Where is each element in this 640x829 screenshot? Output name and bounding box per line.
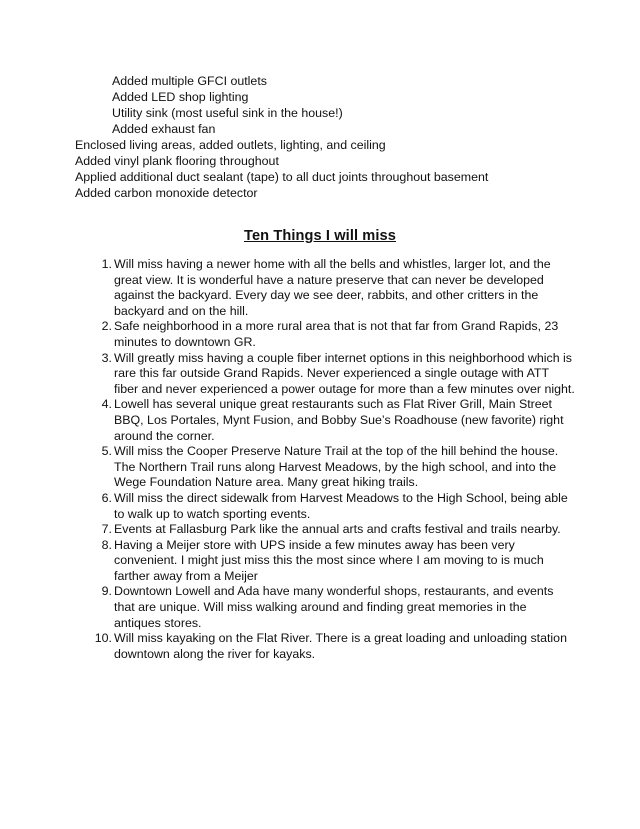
list-item [90,584,576,631]
item-number: 9. [101,584,112,599]
improvement-item: Applied additional duct sealant (tape) to all duct joints throughout basement [75,170,489,184]
ten-things-list [90,257,576,662]
item-text: Having a Meijer store with UPS inside a few minutes away has been very convenient. I might just miss this the most since where I am moving to is much farther away from a Meijer [114,537,544,583]
item-text: Will miss kayaking on the Flat River. There is a great loading and unloading station downtown along the river for kayaks. [114,631,567,661]
list-item [90,351,576,398]
item-number: 4. [101,397,112,412]
list-item [90,319,576,350]
item-number: 7. [101,522,112,537]
improvement-item: Added vinyl plank flooring throughout [75,154,279,168]
list-item [90,538,576,585]
item-text: Will miss having a newer home with all the bells and whistles, larger lot, and the great view. It is wonderful have a nature preserve that can never be developed against the backyard. Every day we see deer, rabbits, and other critters in the backyard and on the hill. [114,257,551,318]
item-text: Will miss the direct sidewalk from Harvest Meadows to the High School, being able to walk up to watch sporting events. [114,490,568,521]
item-text: Will greatly miss having a couple fiber internet options in this neighborhood which is rare this far outside Grand Rapids. Never experienced a single outage with ATT fiber and never experienced a power outage for more than a few minutes over night. [114,350,575,396]
item-number: 2. [101,319,112,334]
item-number: 5. [101,444,112,459]
item-number: 10. [94,631,112,646]
item-number: 3. [101,350,112,365]
list-item [90,444,576,491]
item-text: Safe neighborhood in a more rural area that is not that far from Grand Rapids, 23 minutes to downtown GR. [114,319,559,349]
item-number: 1. [101,257,112,271]
list-item [90,522,576,538]
improvement-item: Added carbon monoxide detector [75,186,258,200]
list-item [90,491,576,522]
item-text: Events at Fallasburg Park like the annual arts and crafts festival and trails nearby. [114,522,561,537]
improvements-list [0,73,640,201]
improvement-item: Added LED shop lighting [112,90,249,104]
item-text: Lowell has several unique great restaurants such as Flat River Grill, Main Street BBQ, Los Portales, Mynt Fusion, and Bobby Sue’s Roadhouse (new favorite) right around the corner. [114,397,564,443]
improvement-item: Added multiple GFCI outlets [112,74,267,88]
section-heading: Ten Things I will miss [244,228,396,244]
list-item [90,397,576,444]
item-number: 8. [101,537,112,552]
improvement-item: Added exhaust fan [112,122,216,136]
item-text: Downtown Lowell and Ada have many wonderful shops, restaurants, and events that are unique. Will miss walking around and finding great memories in the antiques stores. [114,584,554,630]
improvement-item: Enclosed living areas, added outlets, lighting, and ceiling [75,138,386,152]
list-item [90,631,576,662]
item-text: Will miss the Cooper Preserve Nature Trail at the top of the hill behind the house. The Northern Trail runs along Harvest Meadows, by the high school, and into the Wege Foundation Nature area. Many great hiking trails. [114,444,559,490]
list-item [90,257,576,319]
improvement-item: Utility sink (most useful sink in the house!) [112,106,343,120]
item-number: 6. [101,490,112,505]
